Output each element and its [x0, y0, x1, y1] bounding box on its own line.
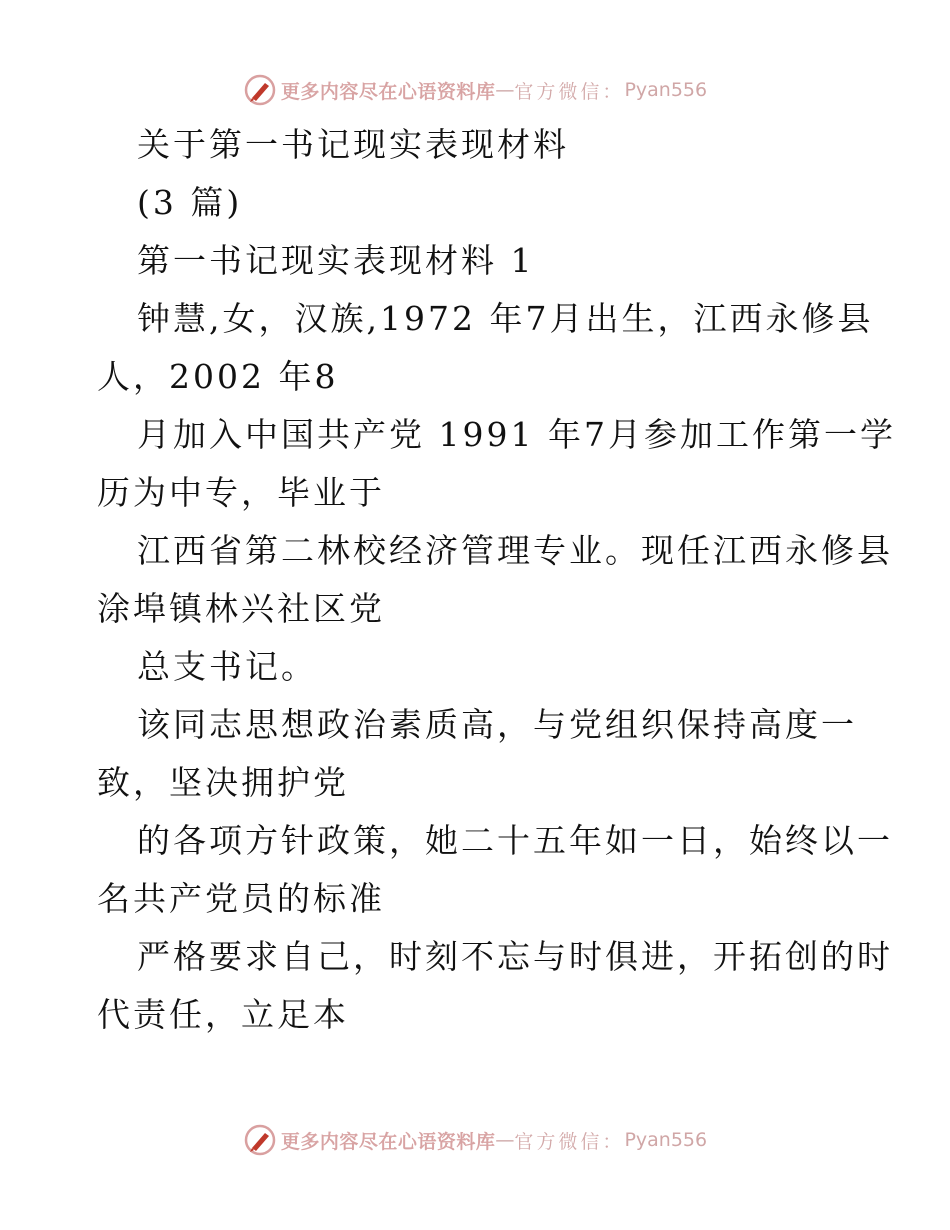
paragraph-line: 月加入中国共产党 1991 年7月参加工作第一学: [137, 415, 896, 454]
paragraph-line: 严格要求自己，时刻不忘与时俱进，开拓创的时: [137, 937, 893, 976]
paragraph-line: 总支书记。: [137, 647, 317, 686]
watermark-separator: —: [495, 1129, 515, 1151]
watermark-separator: —: [495, 79, 515, 101]
pen-logo-icon: [243, 1123, 277, 1157]
paragraph-line: 该同志思想政治素质高，与党组织保持高度一: [137, 705, 857, 744]
header-watermark: [0, 70, 950, 110]
document-body: [97, 116, 896, 1044]
watermark-wechat-id: Pyan556: [624, 79, 708, 101]
paragraph-line: (3 篇): [137, 183, 243, 222]
paragraph-line: 钟慧,女，汉族,1972 年7月出生，江西永修县: [137, 299, 874, 338]
paragraph-line: 人，2002 年8: [97, 357, 339, 396]
watermark-official-label: 官方微信：: [514, 80, 625, 103]
paragraph-line: 代责任，立足本: [97, 995, 349, 1034]
paragraph-line: 涂埠镇林兴社区党: [97, 589, 385, 628]
watermark-text: 更多内容尽在心语资料库: [280, 80, 496, 103]
paragraph-line: 的各项方针政策，她二十五年如一日，始终以一: [137, 821, 893, 860]
paragraph-line: 关于第一书记现实表现材料: [137, 125, 569, 164]
paragraph-line: 名共产党员的标准: [97, 879, 385, 918]
paragraph-line: 致，坚决拥护党: [97, 763, 349, 802]
pen-logo-icon: [243, 73, 277, 107]
paragraph-line: 江西省第二林校经济管理专业。现任江西永修县: [137, 531, 893, 570]
watermark-wechat-id: Pyan556: [624, 1129, 708, 1151]
paragraph-line: 历为中专，毕业于: [97, 473, 385, 512]
paragraph-line: 第一书记现实表现材料 1: [137, 241, 535, 280]
footer-watermark: [0, 1120, 950, 1160]
watermark-official-label: 官方微信：: [514, 1130, 625, 1153]
watermark-text: 更多内容尽在心语资料库: [280, 1130, 496, 1153]
